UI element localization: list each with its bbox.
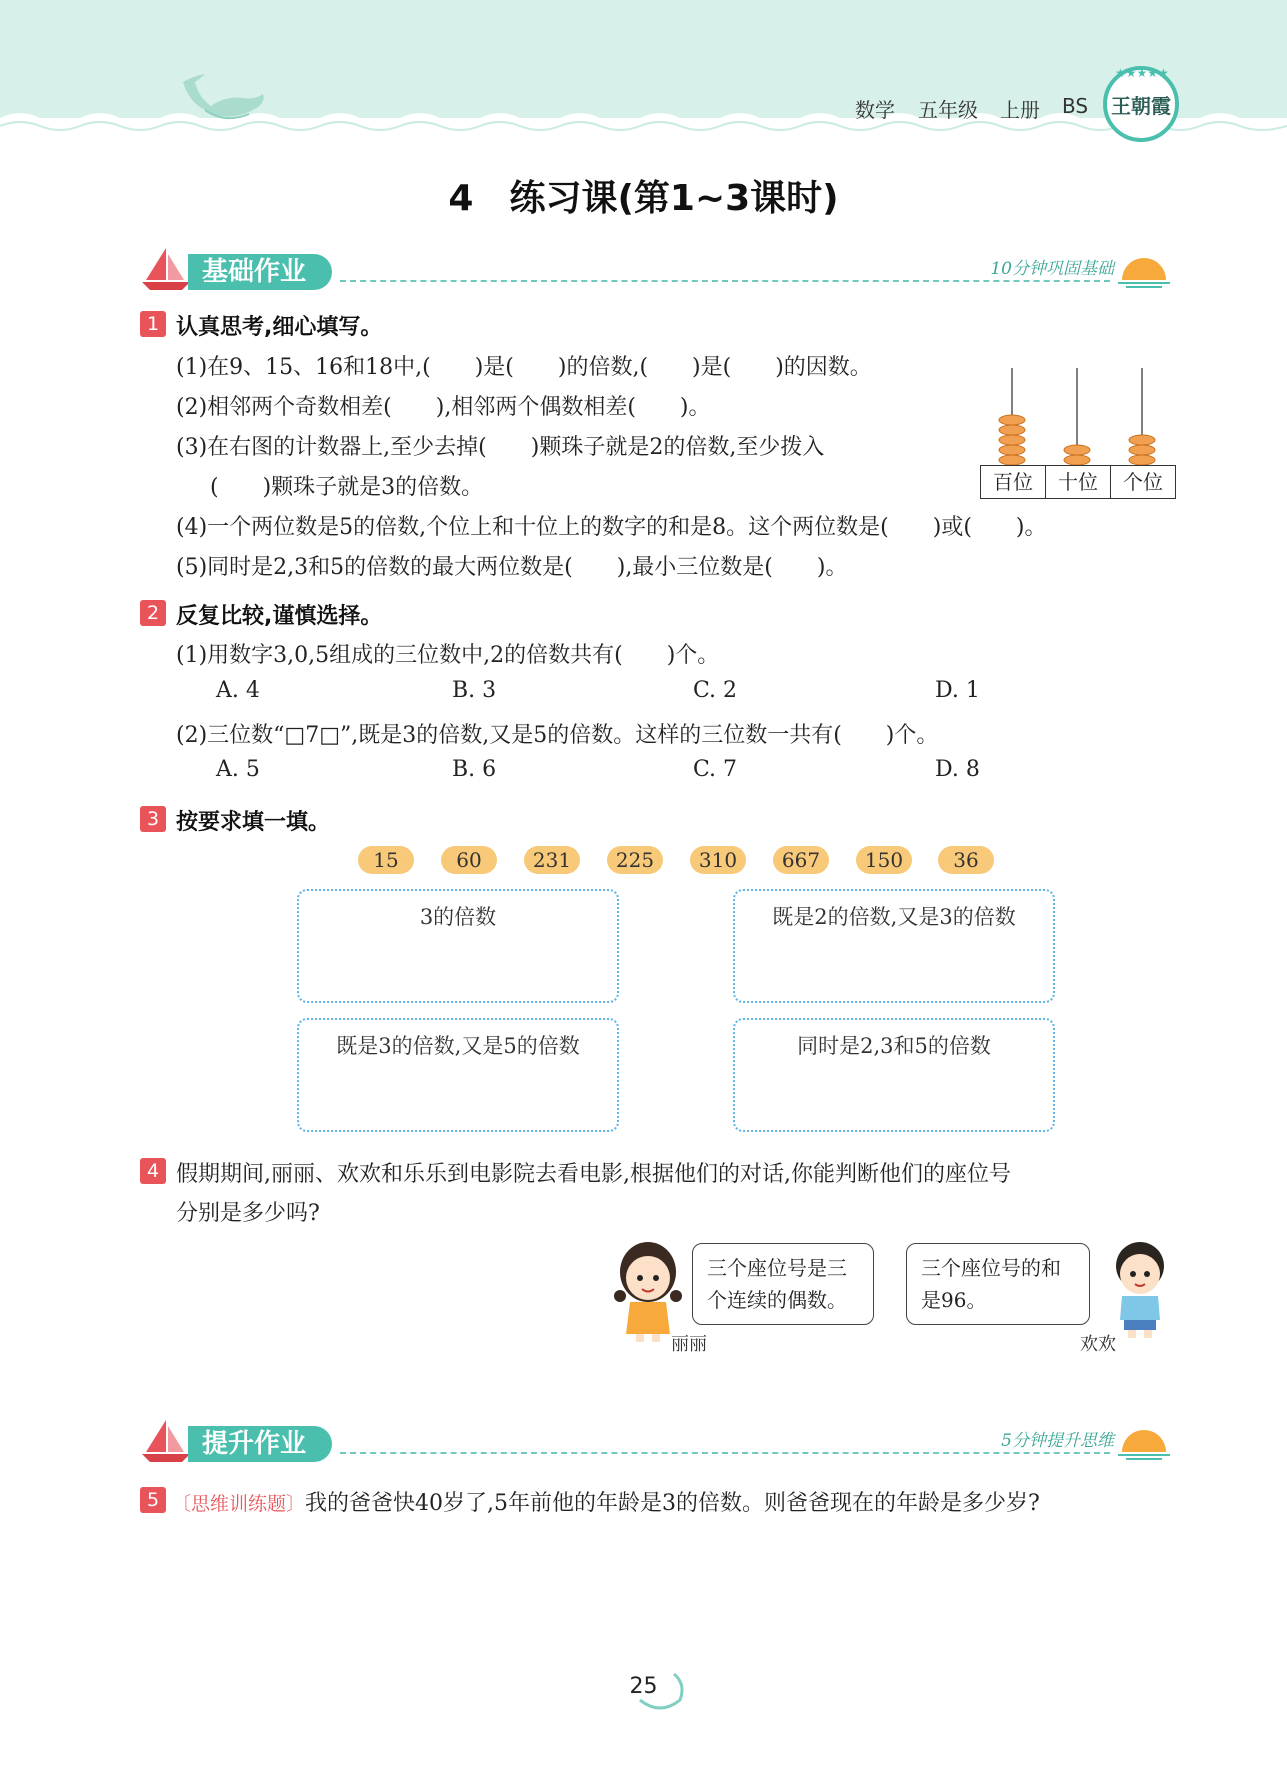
section-banner-advanced <box>140 1416 1180 1472</box>
question-1-item-3: (3)在右图的计数器上,至少去掉( )颗珠子就是2的倍数,至少拨入 <box>176 435 825 460</box>
abacus-bead <box>1129 445 1155 455</box>
question-2-2-option-c: C. 7 <box>693 757 738 782</box>
question-number-1: 1 <box>140 311 166 337</box>
svg-text:★★★★★: ★★★★★ <box>1115 66 1169 80</box>
question-number-5: 5 <box>140 1487 166 1513</box>
section-note-advanced: 5分钟提升思维 <box>1001 1431 1114 1451</box>
whale-icon <box>175 72 275 132</box>
section-divider <box>340 280 1110 282</box>
question-number-3: 3 <box>140 806 166 832</box>
question-2-1-option-d: D. 1 <box>935 678 980 703</box>
question-1-item-4: (4)一个两位数是5的倍数,个位上和十位上的数字的和是8。这个两位数是( )或( )。 <box>176 515 1047 540</box>
question-2-2-option-d: D. 8 <box>935 757 980 782</box>
section-title-basic: 基础作业 <box>188 254 332 290</box>
sailboat-icon <box>140 244 192 294</box>
speech-line: 三个座位号的和 <box>921 1256 1061 1280</box>
sunrise-icon <box>1116 1422 1172 1462</box>
header-grade: 五年级 <box>918 98 978 122</box>
answer-box-label: 既是3的倍数,又是5的倍数 <box>336 1034 580 1058</box>
question-3-title: 按要求填一填。 <box>176 810 331 835</box>
brand-logo-text: 王朝霞 <box>1111 94 1171 118</box>
speech-line: 是96。 <box>921 1288 987 1312</box>
answer-box-multiples-of-2-and-3[interactable] <box>733 889 1055 1003</box>
question-2-1-option-a: A. 4 <box>216 678 260 703</box>
number-pill: 231 <box>524 846 580 874</box>
answer-box-multiples-of-3[interactable] <box>297 889 619 1003</box>
question-5-tag: 〔思维训练题〕 <box>172 1493 306 1515</box>
section-note-basic: 10分钟巩固基础 <box>990 259 1114 279</box>
question-2-1-option-b: B. 3 <box>452 678 497 703</box>
abacus-bead <box>999 435 1025 445</box>
number-pill: 15 <box>358 846 414 874</box>
abacus-bead <box>1129 455 1155 465</box>
number-pill: 150 <box>856 846 912 874</box>
section-title-advanced: 提升作业 <box>188 1426 332 1462</box>
question-2-title: 反复比较,谨慎选择。 <box>176 604 383 629</box>
character-name-lili: 丽丽 <box>671 1334 707 1355</box>
abacus-diagram <box>978 366 1178 468</box>
number-pill: 225 <box>607 846 663 874</box>
question-1-item-1: (1)在9、15、16和18中,( )是( )的倍数,( )是( )的因数。 <box>176 355 872 380</box>
answer-box-multiples-of-2-3-5[interactable] <box>733 1018 1055 1132</box>
question-5-body: 我的爸爸快40岁了,5年前他的年龄是3的倍数。则爸爸现在的年龄是多少岁? <box>305 1491 1040 1516</box>
question-1-item-3-cont: ( )颗珠子就是3的倍数。 <box>210 475 484 500</box>
speech-bubble-lili <box>692 1243 874 1325</box>
number-pill: 60 <box>441 846 497 874</box>
question-2-item-1: (1)用数字3,0,5组成的三位数中,2的倍数共有( )个。 <box>176 643 720 668</box>
sunrise-icon <box>1116 250 1172 290</box>
brand-logo <box>1103 66 1179 142</box>
section-banner-basic <box>140 244 1180 300</box>
answer-box-label: 3的倍数 <box>419 905 497 929</box>
abacus-label-hundreds: 百位 <box>980 465 1046 499</box>
abacus-bead <box>1064 445 1090 455</box>
question-1-title: 认真思考,细心填写。 <box>176 315 383 340</box>
question-number-4: 4 <box>140 1158 166 1184</box>
abacus-bead <box>1129 435 1155 445</box>
question-2-1-option-c: C. 2 <box>693 678 738 703</box>
page-title: 4 练习课(第1~3课时) <box>448 178 839 219</box>
speech-line: 三个座位号是三 <box>707 1256 847 1280</box>
abacus-label-ones: 个位 <box>1110 465 1176 499</box>
number-pill: 36 <box>938 846 994 874</box>
speech-bubble-huanhuan <box>906 1243 1090 1325</box>
speech-line: 个连续的偶数。 <box>707 1288 847 1312</box>
question-1-item-2: (2)相邻两个奇数相差( ),相邻两个偶数相差( )。 <box>176 395 711 420</box>
girl-character-icon <box>608 1238 688 1344</box>
question-4-text-line-2: 分别是多少吗? <box>176 1201 320 1226</box>
abacus-label-tens: 十位 <box>1045 465 1111 499</box>
question-number-2: 2 <box>140 600 166 626</box>
question-5-text <box>172 1486 1040 1517</box>
sailboat-icon <box>140 1416 192 1466</box>
section-divider <box>340 1452 1110 1454</box>
abacus-bead <box>999 445 1025 455</box>
header-subject: 数学 <box>855 98 895 122</box>
header-volume: 上册 <box>1000 98 1040 122</box>
abacus-bead <box>999 415 1025 425</box>
abacus-bead <box>999 425 1025 435</box>
answer-box-label: 同时是2,3和5的倍数 <box>797 1034 991 1058</box>
header-edition: BS <box>1062 94 1089 118</box>
page-number: 25 <box>629 1674 658 1699</box>
character-name-huanhuan: 欢欢 <box>1080 1334 1116 1355</box>
number-pill: 667 <box>773 846 829 874</box>
answer-box-multiples-of-3-and-5[interactable] <box>297 1018 619 1132</box>
star-icon <box>1113 64 1177 80</box>
question-2-item-2: (2)三位数“□7□”,既是3的倍数,又是5的倍数。这样的三位数一共有( )个。 <box>176 723 939 748</box>
abacus-bead <box>1064 455 1090 465</box>
question-4-text-line-1: 假期期间,丽丽、欢欢和乐乐到电影院去看电影,根据他们的对话,你能判断他们的座位号 <box>176 1162 1011 1187</box>
question-2-2-option-b: B. 6 <box>452 757 497 782</box>
question-2-2-option-a: A. 5 <box>216 757 260 782</box>
boy-character-icon <box>1100 1236 1180 1340</box>
answer-box-label: 既是2的倍数,又是3的倍数 <box>772 905 1016 929</box>
question-1-item-5: (5)同时是2,3和5的倍数的最大两位数是( ),最小三位数是( )。 <box>176 555 848 580</box>
number-pill: 310 <box>690 846 746 874</box>
abacus-bead <box>999 455 1025 465</box>
